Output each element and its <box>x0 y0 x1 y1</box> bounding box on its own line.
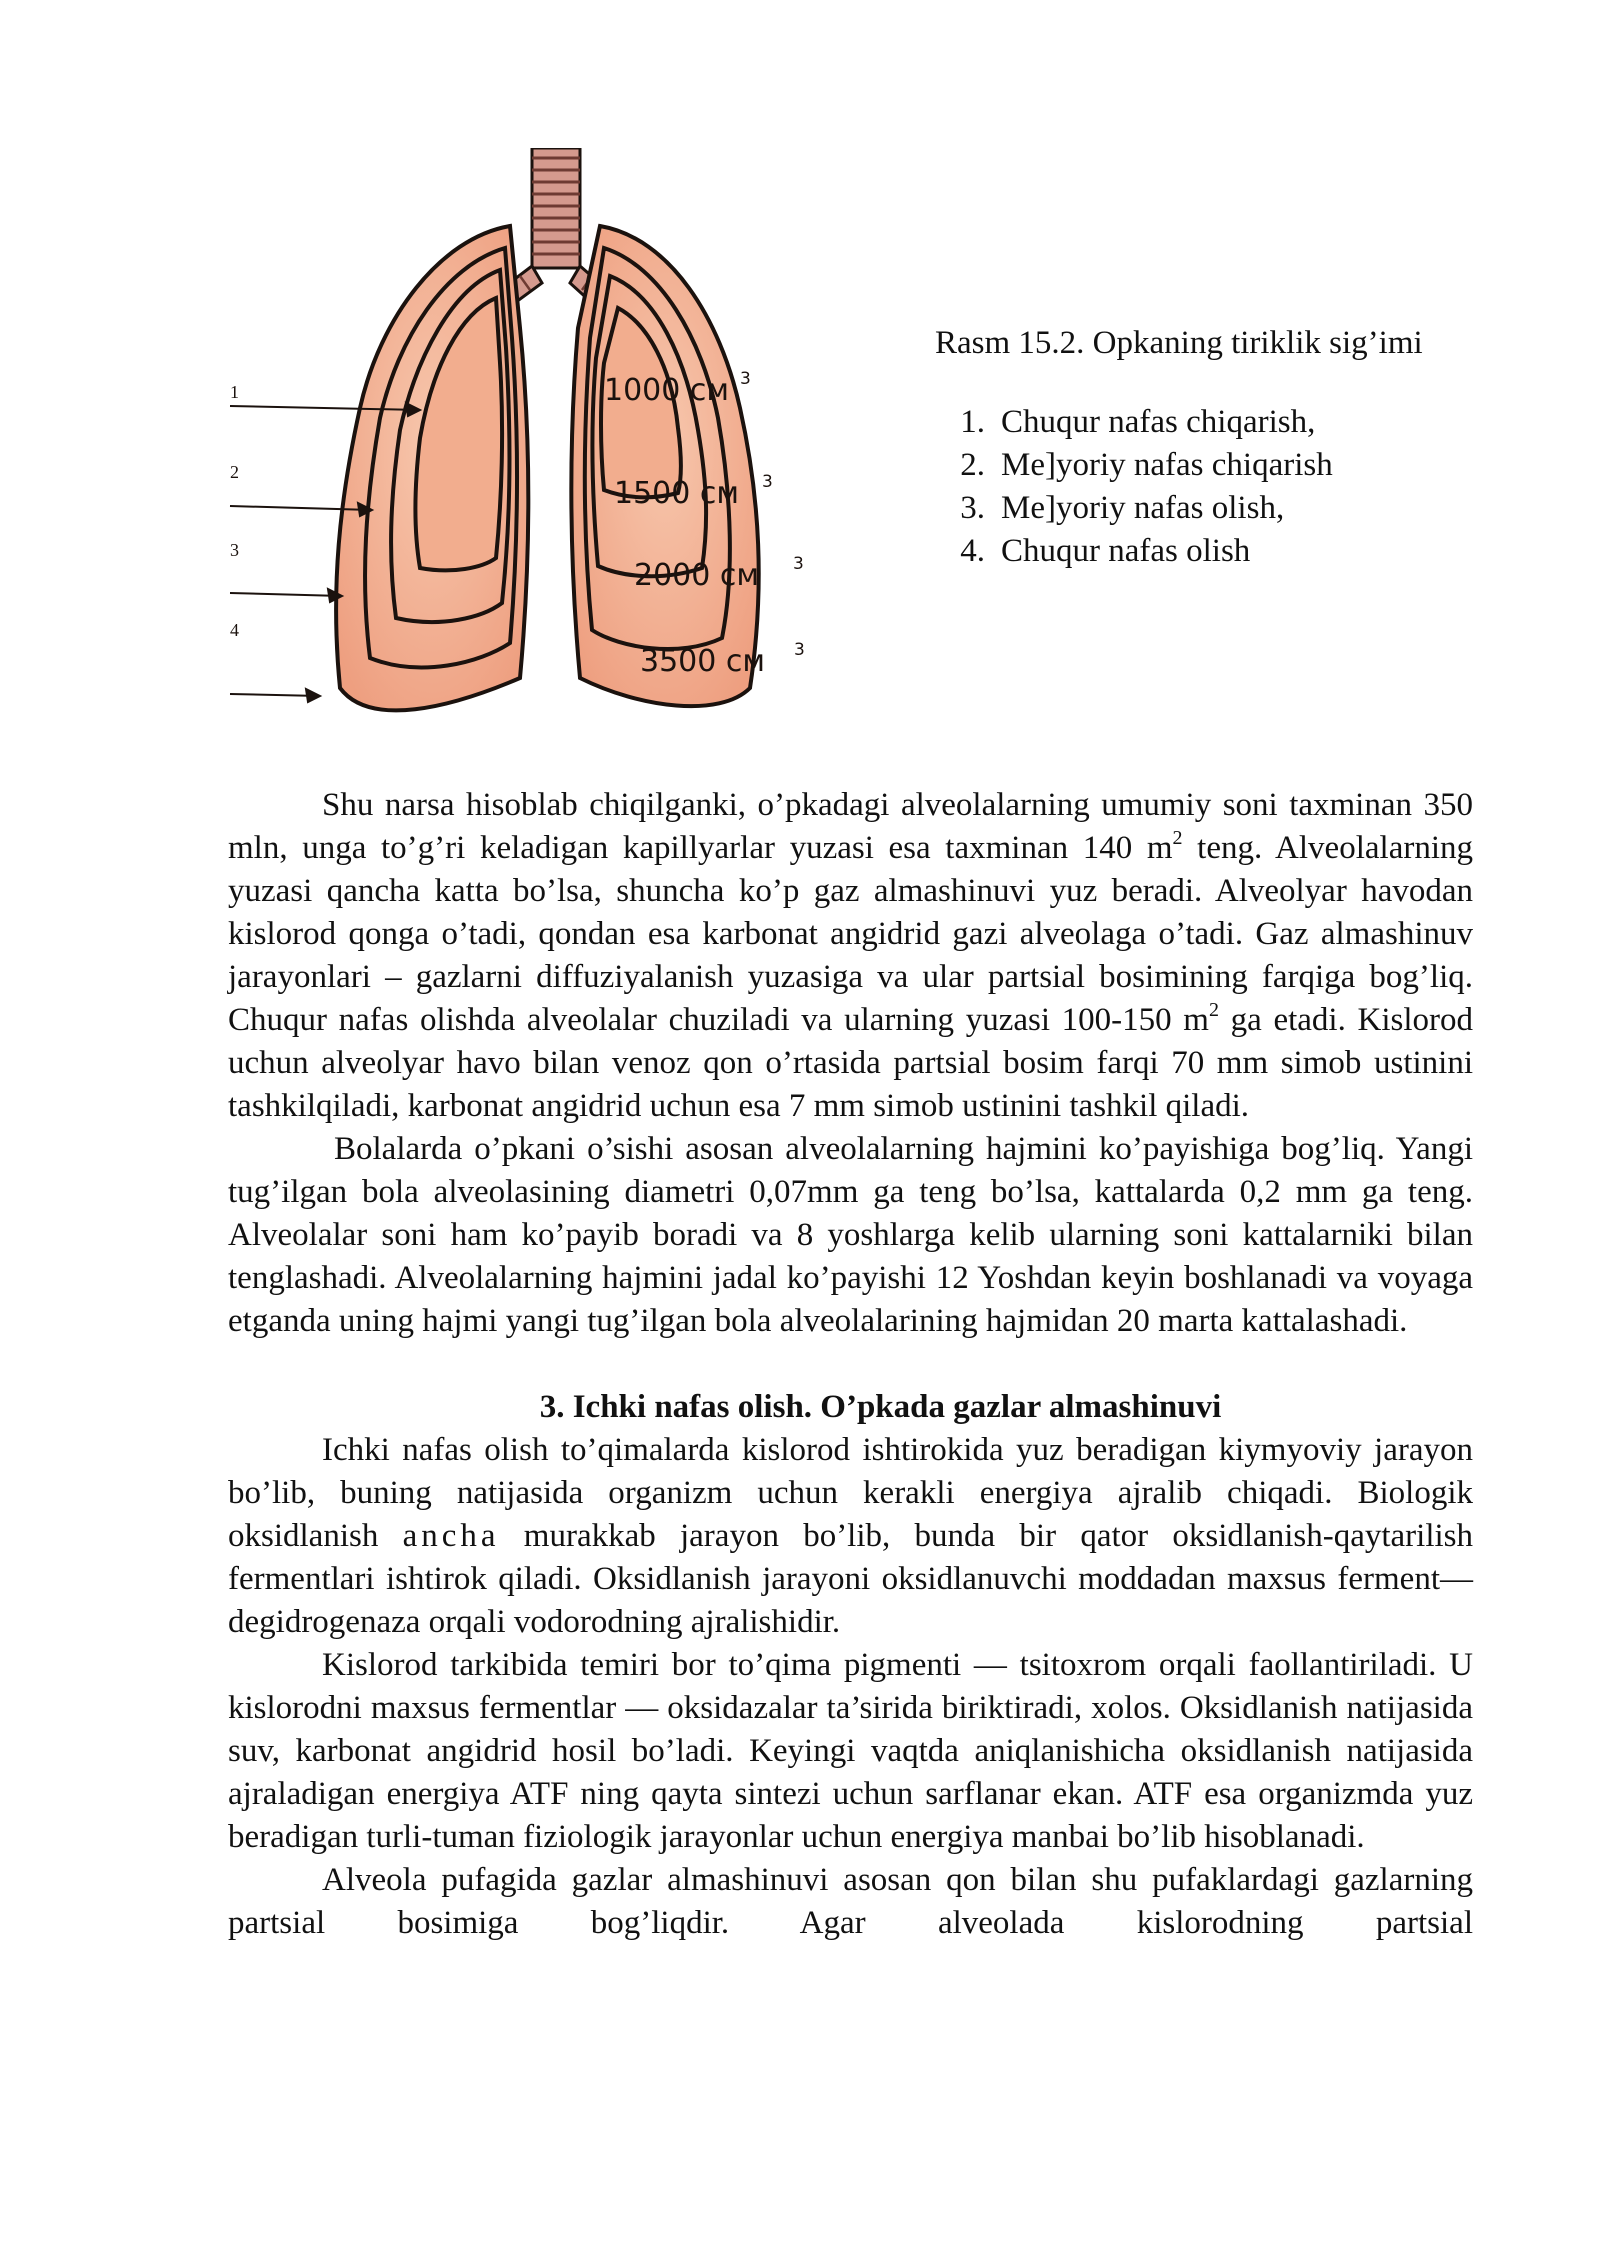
side-markers <box>230 382 239 640</box>
side-number-2: 2 <box>230 462 239 482</box>
side-number-4: 4 <box>230 620 239 640</box>
legend-text: Me]yoriy nafas olish, <box>1001 490 1285 526</box>
legend-number: 2. <box>960 447 985 483</box>
caption-title: Rasm 15.2. Opkaning tiriklik sig’imi <box>935 325 1423 361</box>
left-lung <box>336 226 528 710</box>
volume-label-1000: 1000 см <box>604 373 730 408</box>
legend-text: Chuqur nafas chiqarish, <box>1001 404 1316 440</box>
legend-text: Me]yoriy nafas chiqarish <box>1001 447 1333 483</box>
volume-exponent: 3 <box>740 369 751 389</box>
legend-item <box>935 487 1495 530</box>
superscript: 2 <box>1208 999 1219 1021</box>
paragraph-text: murakkab jarayon bo’lib, bunda bir qator oksidlanish-qaytarilish fermentlari ishtirok qiladi. Oksidlanish jarayoni oksidlanuvchi moddadan maxsus ferment— degidrogenaza orqali vodorodning ajralishidir. <box>228 1518 1473 1640</box>
figure-caption <box>935 322 1495 573</box>
legend-text: Chuqur nafas olish <box>1001 533 1251 569</box>
paragraph-gas-exchange: Alveola pufagida gazlar almashinuvi asosan qon bilan shu pufaklardagi gazlarning partsial bosimiga bog’liqdir. Agar alveolada kislorodning partsial <box>228 1862 1473 1941</box>
lung-illustration <box>220 148 860 748</box>
superscript: 2 <box>1172 827 1183 849</box>
section-heading: 3. Ichki nafas olish. O’pkada gazlar almashinuvi <box>539 1389 1222 1425</box>
paragraph-alveoli-surface <box>228 784 1473 1128</box>
paragraph-text: Shu narsa hisoblab chiqilganki, o’pkadagi alveolalarning umumiy soni taxminan 350 mln, unga to’g’ri keladigan kapillyarlar yuzasi esa taxminan 140 m <box>228 787 1473 866</box>
volume-exponent: 3 <box>793 554 804 574</box>
legend-item <box>935 444 1495 487</box>
paragraph-internal-respiration <box>228 1429 1473 1644</box>
paragraph-text: teng. Alveolalarning yuzasi qancha katta bo’lsa, shuncha ko’p gaz almashinuvi yuz beradi. Alveolyar havodan kislorod qonga o’tadi, qondan esa karbonat angidrid gazi alveolaga o’tadi. Gaz almashinuv jarayonlari – gazlarni diffuziyalanish yuzasiga va ular partsial bosimining farqiga bog’liq. Chuqur nafas olishda alveolalar chuziladi va ularning yuzasi 100-150 m <box>228 830 1473 1038</box>
caption-legend <box>935 401 1495 573</box>
volume-label-1500: 1500 см <box>614 476 740 511</box>
paragraph-text: ga etadi. Kislorod uchun alveolyar havo bilan venoz qon o’rtasida partsial bosim farqi 70 mm simob ustinini tashkilqiladi, karbonat angidrid uchun esa 7 mm simob ustinini tashkil qiladi. <box>228 1002 1473 1124</box>
volume-exponent: 3 <box>794 640 805 660</box>
legend-number: 3. <box>960 490 985 526</box>
paragraph-text: Ichki nafas olish to’qimalarda kislorod ishtirokida yuz beradigan kiymyoviy jarayon bo’lib, buning natijasida organizm uchun kerakli energiya ajralib chiqadi. Biologik oksidlanish <box>228 1432 1473 1554</box>
volume-label-3500: 3500 см <box>640 644 766 679</box>
spaced-word: ancha <box>402 1518 500 1554</box>
side-number-3: 3 <box>230 540 239 560</box>
legend-item <box>935 401 1495 444</box>
legend-number: 4. <box>960 533 985 569</box>
lung-volume-figure <box>220 148 860 748</box>
body-text <box>228 784 1473 1945</box>
right-lung <box>571 226 758 706</box>
side-number-1: 1 <box>230 382 239 402</box>
paragraph-children-lungs: Bolalarda o’pkani o’sishi asosan alveolalarning hajmini ko’payishiga bog’liq. Yangi tug’ilgan bola alveolasining diametri 0,07mm ga teng bo’lsa, kattalarda 0,2 mm ga teng. Alveolalar soni ham ko’payib boradi va 8 yoshlarga kelib ularning soni kattalarniki bilan tenglashadi. Alveolalarning hajmini jadal ko’payishi 12 Yoshdan keyin boshlanadi va voyaga etganda uning hajmi yangi tug’ilgan bola alveolalarining hajmidan 20 marta kattalashadi. <box>228 1131 1473 1339</box>
volume-exponent: 3 <box>762 472 773 492</box>
volume-label-2000: 2000 см <box>634 558 760 593</box>
legend-item <box>935 530 1495 573</box>
legend-number: 1. <box>960 404 985 440</box>
arrow-3 <box>230 593 342 596</box>
paragraph-oxygen-activation: Kislorod tarkibida temiri bor to’qima pigmenti — tsitoxrom orqali faollantiriladi. U kislorodni maxsus fermentlar — oksidazalar ta’sirida biriktiradi, xolos. Oksidlanish natijasida suv, karbonat angidrid hosil bo’ladi. Keyingi vaqtda aniqlanishicha oksidlanish natijasida ajraladigan energiya ATF ning qayta sintezi uchun sarflanar ekan. ATF esa organizmda yuz beradigan turli-tuman fiziologik jarayonlar uchun energiya manbai bo’lib hisoblanadi. <box>228 1647 1473 1855</box>
arrow-head-icon <box>306 689 320 702</box>
